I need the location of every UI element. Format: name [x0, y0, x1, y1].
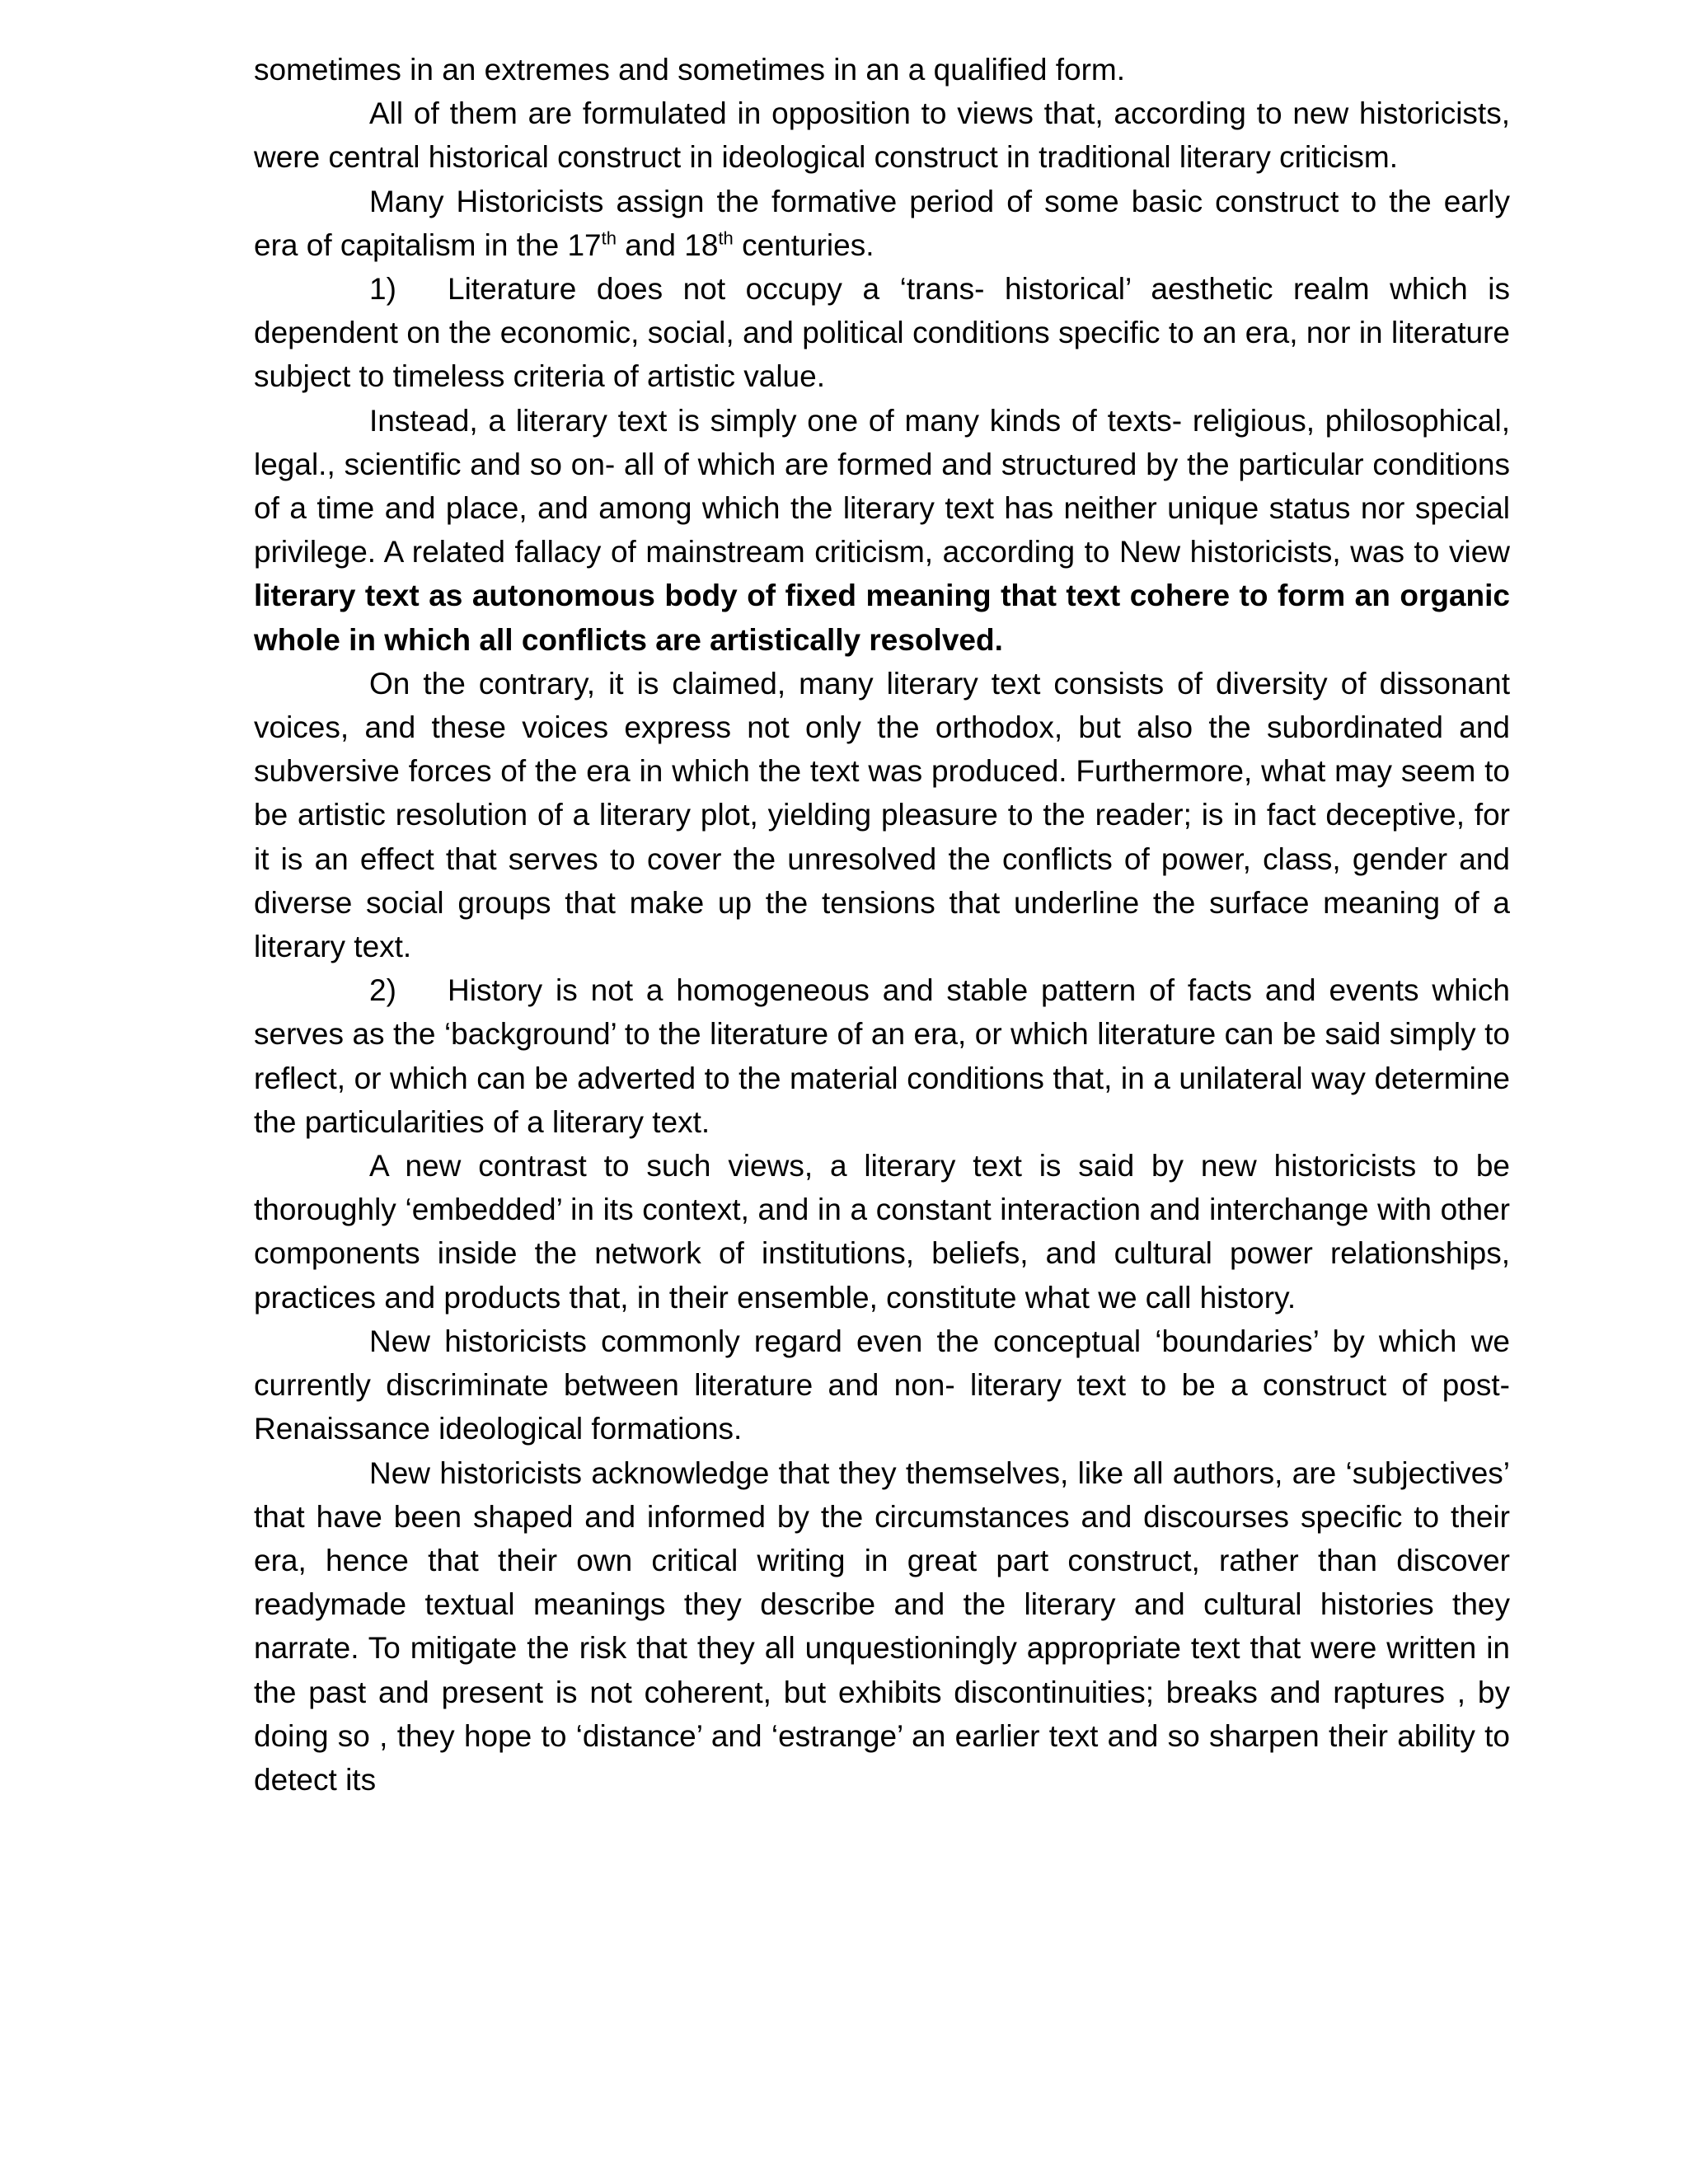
paragraph-dissonant-voices: On the contrary, it is claimed, many literary text consists of diversity of dissonant voices, and these voices express not only the orthodox, but also the subordinated and subversive forces of the era in which the text was produced. Furthermore, what may seem to be artistic resolution of a literary plot, yielding pleasure to the reader; is in fact deceptive, for it is an effect that serves to cover the unresolved the conflicts of power, class, gender and diverse social groups that make up the tensions that underline the surface meaning of a literary text. — [254, 666, 1510, 964]
document-page — [254, 48, 1510, 1802]
superscript-ordinal: th — [601, 227, 617, 249]
list-item-1 — [254, 267, 1510, 399]
list-item-2 — [254, 968, 1510, 1144]
paragraph-embedded: A new contrast to such views, a literary text is said by new historicists to be thoroughly ‘embedded’ in its context, and in a constant interaction and interchange with other components inside the network of institutions, beliefs, and cultural power relationships, practices and products that, in their ensemble, constitute what we call history. — [254, 1149, 1510, 1315]
list-item-text: Literature does not occupy a ‘trans- historical’ aesthetic realm which is dependent on the economic, social, and political conditions specific to an era, nor in literature subject to timeless criteria of artistic value. — [254, 272, 1510, 394]
bold-emphasis: literary text as autonomous body of fixed meaning that text cohere to form an organic whole in which all conflicts are artistically resolved. — [254, 579, 1510, 657]
paragraph-text: Instead, a literary text is simply one of many kinds of texts- religious, philosophical, legal., scientific and so on- all of which are formed and structured by the particular conditions of a time and place, and among which the literary text has neither unique status nor special privilege. A related fallacy of mainstream criticism, according to New historicists, was to view — [254, 403, 1510, 569]
paragraph-boundaries: New historicists commonly regard even the conceptual ‘boundaries’ by which we currently discriminate between literature and non- literary text to be a construct of post- Renaissance ideological formations. — [254, 1324, 1510, 1446]
paragraph-text: and 18 — [616, 227, 719, 262]
paragraph-text: centuries. — [733, 227, 874, 262]
list-number: 2) — [369, 973, 396, 1008]
list-number: 1) — [369, 272, 396, 307]
paragraph-subjectives: New historicists acknowledge that they themselves, like all authors, are ‘subjectives’ that have been shaped and informed by the circumstances and discourses specific to their era, hence that their own critical writing in great part construct, rather than discover readymade textual meanings they describe and the literary and cultural histories they narrate. To mitigate the risk that they all unquestioningly appropriate text that were written in the past and present is not coherent, but exhibits discontinuities; breaks and raptures , by doing so , they hope to ‘distance’ and ‘estrange’ an earlier text and so sharpen their ability to detect its — [254, 1455, 1510, 1797]
paragraph-literary-text — [254, 399, 1510, 662]
paragraph-formative-period — [254, 180, 1510, 267]
paragraph-opposition: All of them are formulated in opposition to views that, according to new historicists, were central historical construct in ideological construct in traditional literary criticism. — [254, 96, 1510, 175]
list-item-text: History is not a homogeneous and stable pattern of facts and events which serves as the ‘background’ to the literature of an era, or which literature can be said simply to reflect, or which can be adverted to the material conditions that, in a unilateral way determine the particularities of a literary text. — [254, 973, 1510, 1139]
paragraph-text: Many Historicists assign the formative period of some basic construct to the early era of capitalism in the 17 — [254, 184, 1510, 262]
paragraph-continuation: sometimes in an extremes and sometimes in an a qualified form. — [254, 53, 1126, 87]
superscript-ordinal: th — [718, 227, 734, 249]
